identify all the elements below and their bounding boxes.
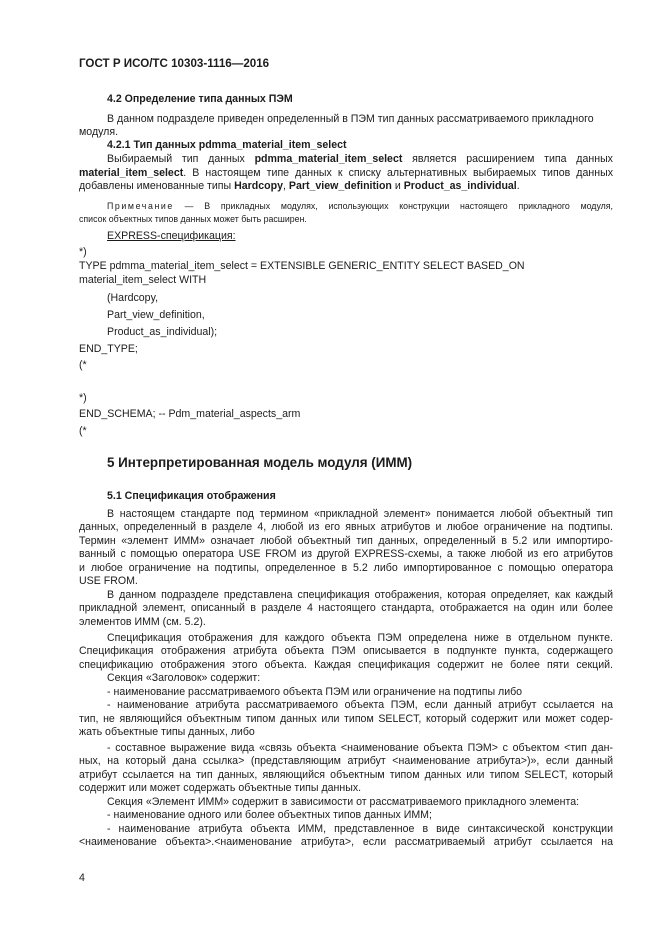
text-run: Выбираемый тип данных xyxy=(107,153,255,165)
list-item: - наименование рассматриваемого объекта ПЭМ или ограничение на подтипы либо xyxy=(107,686,523,698)
body-line: USE FROM. xyxy=(79,575,138,587)
body-line: данных, определенный в разделе 4, любой из его явных атрибутов и любое ограничение на подтипы. xyxy=(79,521,613,533)
express-line: *) xyxy=(79,392,87,404)
type-name: Part_view_definition xyxy=(288,180,392,192)
body-line: В настоящем стандарте под термином «прикладной элемент» понимается любой объектный тип xyxy=(107,508,613,520)
list-item: - наименование атрибута рассматриваемого объекта ПЭМ, если данный атрибут ссылается на xyxy=(107,699,613,711)
body-line: Спецификация отображения для каждого объекта ПЭМ определена ниже в отдельном пункте. xyxy=(107,632,613,644)
list-item: - наименование одного или более объектных типов данных ИММ; xyxy=(107,809,432,821)
section-4-2-heading: 4.2 Определение типа данных ПЭМ xyxy=(107,93,293,105)
section-5-heading: 5 Интерпретированная модель модуля (ИММ) xyxy=(107,455,413,470)
text-run: , xyxy=(282,180,289,192)
list-item: - наименование атрибута объекта ИММ, представленное в виде синтаксической конструкции xyxy=(107,823,613,835)
express-line: END_TYPE; xyxy=(79,343,138,355)
note-line-2: список объектных типов данных может быть расширен. xyxy=(79,214,307,224)
body-line: Спецификация отображения атрибута объекта ПЭМ описывается в подпункте пункта, содержащего xyxy=(79,645,613,657)
select-type-paragraph-line-2 xyxy=(79,166,613,180)
express-line: END_SCHEMA; -- Pdm_material_aspects_arm xyxy=(79,408,301,420)
express-specification-title: EXPRESS-спецификация: xyxy=(107,230,236,242)
document-header: ГОСТ Р ИСО/ТС 10303-1116—2016 xyxy=(79,57,270,70)
body-line: Секция «Заголовок» содержит: xyxy=(107,672,261,684)
list-item: - составное выражение вида «связь объекта <наименование объекта ПЭМ> с объектом <тип дан- xyxy=(107,742,613,754)
select-type-paragraph-line-3 xyxy=(79,179,520,193)
body-line: тип, не являющийся объектным типом данных или типом SELECT, который содержит или может содер- xyxy=(79,713,613,725)
select-type-paragraph-line-1 xyxy=(107,152,613,166)
body-line: В данном подразделе представлена спецификация отображения, которая определяет, как каждый xyxy=(107,589,613,601)
body-line: элементов ИММ (см. 5.2). xyxy=(79,616,206,628)
type-name: material_item_select xyxy=(79,167,184,179)
section-4-2-intro-line-2: модуля. xyxy=(79,126,119,138)
body-line: атрибут ссылается на тип данных, являющийся объектным типом данных или типом SELECT, который xyxy=(79,769,613,781)
text-run: является расширением типа данных xyxy=(402,153,613,165)
express-line: TYPE pdmma_material_item_select = EXTENSIBLE GENERIC_ENTITY SELECT BASED_ON xyxy=(79,260,525,272)
note-line-1 xyxy=(107,199,613,213)
note-text: — В прикладных модулях, использующих конструкции настоящего прикладного модуля, xyxy=(173,201,613,211)
text-run: . В настоящем типе данных к списку альтернативных выбираемых типов данных xyxy=(183,167,613,179)
express-line: material_item_select WITH xyxy=(79,274,207,286)
express-line: Part_view_definition, xyxy=(107,309,205,321)
express-line: (Hardcopy, xyxy=(107,292,159,304)
express-line: (* xyxy=(79,425,87,437)
body-line: <наименование объекта>.<наименование атрибута>, если рассматриваемый атрибут ссылается на xyxy=(79,836,613,848)
section-4-2-intro-line-1: В данном подразделе приведен определенный в ПЭМ тип данных рассматриваемого прикладного xyxy=(107,113,594,125)
type-name: Hardcopy xyxy=(234,180,283,192)
body-line: ных, на который дана ссылка> (представляющим атрибут <наименование атрибута>)», если данный xyxy=(79,755,613,767)
text-run: . xyxy=(516,180,520,192)
body-line: спецификацию отображения этого объекта. Каждая спецификация содержит не более пяти секций. xyxy=(79,659,613,671)
text-run: добавлены именованные типы xyxy=(79,180,235,192)
page-number: 4 xyxy=(79,872,85,884)
section-5-1-heading: 5.1 Спецификация отображения xyxy=(107,490,276,502)
note-label: Примечание xyxy=(107,201,174,211)
body-line: прикладной элемент, описанный в разделе 4 настоящего стандарта, отображается на один или более xyxy=(79,602,613,614)
body-line: жать объектные типы данных, либо xyxy=(79,726,255,738)
type-name: pdmma_material_item_select xyxy=(254,153,403,165)
body-line: Секция «Элемент ИММ» содержит в зависимости от рассматриваемого прикладного элемента: xyxy=(107,796,580,808)
body-line: и любое ограничение на подтипы, определенное в 5.2 либо импортированное с помощью оператора xyxy=(79,562,613,574)
body-line: Термин «элемент ИММ» означает любой объектный тип данных, определенный в 5.2 или импортиро- xyxy=(79,535,613,547)
body-line: содержит или может содержать объектные типы данных. xyxy=(79,782,362,794)
express-line: Product_as_individual); xyxy=(107,326,218,338)
express-line: (* xyxy=(79,359,87,371)
body-line: ванный с помощью оператора USE FROM из другой EXPRESS-схемы, а также любой из его атрибутов xyxy=(79,548,613,560)
type-name: Product_as_individual xyxy=(403,180,517,192)
text-run: и xyxy=(391,180,404,192)
express-line: *) xyxy=(79,246,87,258)
section-4-2-1-heading: 4.2.1 Тип данных pdmma_material_item_select xyxy=(107,139,347,151)
